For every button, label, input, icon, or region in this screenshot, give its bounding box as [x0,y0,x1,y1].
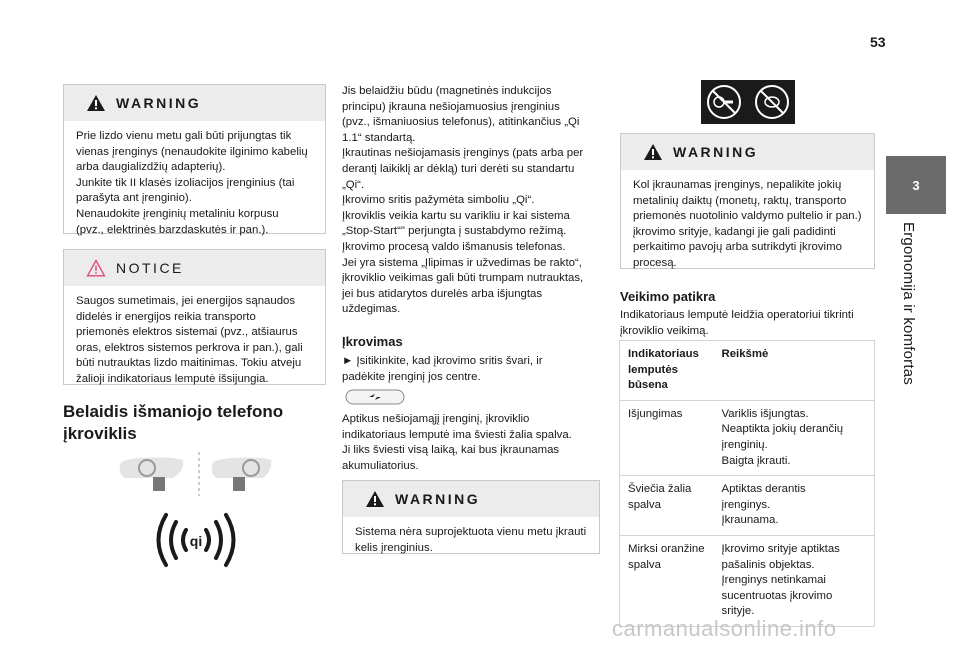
warning-box-1 [63,84,326,234]
notice-title: NOTICE [116,260,184,276]
warning-title: WARNING [395,491,481,507]
warning-title: WARNING [673,144,759,160]
detection-text: Aptikus nešiojamąjį įrenginį, įkroviklio indikatoriaus lemputė ima šviesti žalia spalva. Ji liks šviesti visą laiką, kai bus įkraunamas akumuliatorius. [342,413,572,472]
warning-header [64,85,325,121]
console-illustration [113,450,283,500]
table-header-meaning: Reikšmė [714,341,875,401]
page-number: 53 [870,34,886,50]
charging-pad-icon [345,389,405,405]
table-cell-meaning: Įkrovimo srityje aptiktas pašalinis objektas. Įrenginys netinkamai sucentruotas įkrovimo srityje. [714,535,875,626]
operation-intro: Indikatoriaus lemputė leidžia operatoriui tikrinti įkroviklio veikimą. [620,309,854,337]
no-metal-objects-icon [701,80,795,124]
indicator-table [619,340,875,627]
warning-title: WARNING [116,95,202,111]
svg-text:qi: qi [189,533,203,549]
section-title: Belaidis išmaniojo telefono įkroviklis [63,402,284,443]
table-header-state: Indikatoriaus lemputės būsena [620,341,714,401]
warning-text: Prie lizdo vienu metu gali būti prijungtas tik vienas įrenginys (nenaudokite ilginimo kabelių arba daugializdžių adapterių). Junkite tik II klasės izoliacijos įrenginius (tai parašyta ant įrenginio). Nenaudokite įrenginių metaliniu korpusu (pvz., elektrinės barzdaskutės ir pan.). [76,130,308,236]
table-cell-state: Šviečia žalia spalva [620,476,714,536]
table-cell-meaning: Variklis išjungtas. Neaptikta jokių derančių įrenginių. Baigta įkrauti. [714,400,875,475]
warning-icon [86,94,106,112]
notice-box [63,249,326,385]
table-row [620,476,875,536]
warning-header [343,481,599,517]
table-cell-state: Išjungimas [620,400,714,475]
operation-heading: Veikimo patikra [620,289,716,304]
charging-heading: Įkrovimas [342,334,403,349]
table-cell-meaning: Aptiktas derantis įrenginys. Įkraunama. [714,476,875,536]
warning-box-3 [620,133,875,269]
chapter-tab[interactable]: 3 [886,156,946,214]
warning-icon [643,143,663,161]
warning-header [621,134,874,170]
warning-icon [365,490,385,508]
notice-header [64,250,325,286]
watermark: carmanualsonline.info [612,616,837,641]
warning-text: Kol įkraunamas įrenginys, nepalikite jokių metalinių daiktų (monetų, raktų, transporto priemonės nuotolinio valdymo pultelio ir pan.) įkrovimo srityje, kadangi jie gali padidinti perkaitimo pavojų arba sutrikdyti įkrovimo procesą. [633,179,862,269]
warning-text: Sistema nėra suprojektuota vienu metu įkrauti kelis įrenginius. [355,526,587,554]
notice-icon [86,259,106,277]
table-cell-state: Mirksi oranžine spalva [620,535,714,626]
notice-text: Saugos sumetimais, jei energijos sąnaudos didelės ir energijos reikia transporto priemonės elektros sistemai (pvz., atšiaurus oras, elektros sistemos perkrova ir pan.), gali būti nutrauktas lizdo maitinimas. Tokiu atveju žalioji indikatoriaus lemputė išsijungia. [76,295,303,385]
charger-intro-text: Jis belaidžiu būdu (magnetinės indukcijos principu) įkrauna nešiojamuosius įrenginius (pvz., išmaniuosius telefonus), atitinkančius „Qi 1.1“ standartą. Įkrautinas nešiojamasis įrenginys (pats arba per derantį laikiklį ar dėklą) turi derėti su standartu „Qi“. Įkrovimo sritis pažymėta simboliu „Qi“. Įkroviklis veikia kartu su varikliu ir kai sistema „Stop-Start“" perjungta į sustabdymo režimą. Įkrovimo procesą valdo išmanusis telefonas. Jei yra sistema „Įlipimas ir užvedimas be rakto“, įkroviklio veikimas gali būti trumpam nutrauktas, jei bus atidarytos durelės arba išjungtas uždegimas. [342,85,584,316]
table-header-row [620,341,875,401]
charging-step: ► Įsitikinkite, kad įkrovimo sritis švari, ir padėkite įrenginį jos centre. [342,355,543,383]
table-row [620,400,875,475]
warning-box-2 [342,480,600,554]
table-row [620,535,875,626]
chapter-title: Ergonomija ir komfortas [900,222,917,385]
qi-wireless-icon [148,510,244,570]
